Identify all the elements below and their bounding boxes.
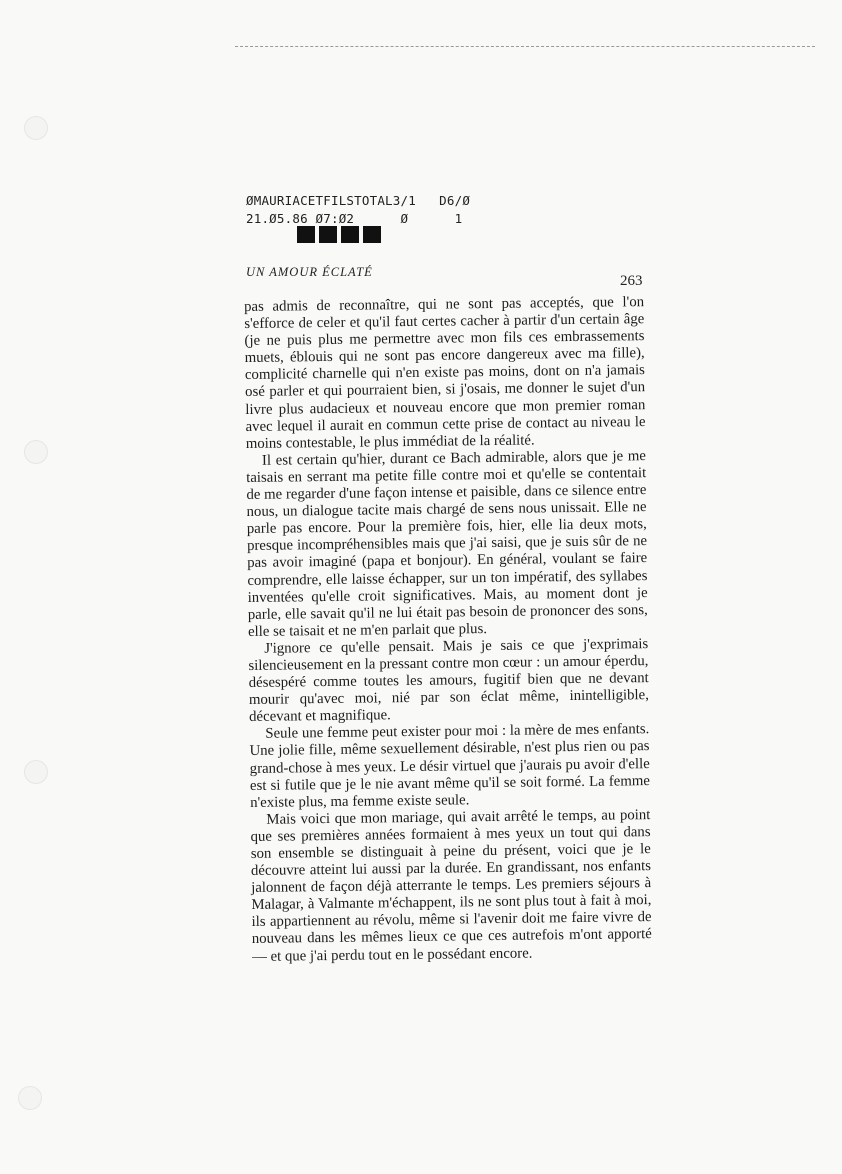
- punch-hole-top: [24, 116, 48, 140]
- top-rule: [235, 46, 815, 47]
- registration-blocks: [297, 226, 381, 243]
- body-text: [244, 294, 652, 965]
- paragraph: Seule une femme peut exister pour moi : la mère de mes enfants. Une jolie fille, même sexuellement désirable, n'est plus rien ou pas grand-chose à mes yeux. Le désir virtuel que j'aurais pu avoir d'elle est si futile que je le nie avant même qu'il se soit formé. La femme n'existe plus, ma femme existe seule.: [249, 721, 651, 811]
- job-header-line-1: ØMAURIACETFILSTOTAL3/1 D6/Ø: [246, 193, 471, 208]
- paragraph: pas admis de reconnaître, qui ne sont pas acceptés, que l'on s'efforce de celer et qu'il faut certes cacher à partir d'un certain âge (je ne puis plus me permettre avec mon fils ces embrassements muets, éblouis qui ne sont pas encore dangereux avec ma fille), complicité charnelle qui n'en existe pas moins, dont on n'a jamais osé parler et qui pourraient bien, si j'osais, me donner le sujet d'un livre plus audacieux et nouveau encore que mon premier roman avec lequel il aurait en commun cette prise de contact au niveau le moins contestable, le plus immédiat de la réalité.: [244, 294, 646, 452]
- running-head: UN AMOUR ÉCLATÉ: [246, 265, 373, 279]
- punch-hole-lower: [24, 760, 48, 784]
- paragraph: Il est certain qu'hier, durant ce Bach admirable, alors que je me taisais en serrant ma petite fille contre moi et qu'elle se contentait de me regarder d'une façon intense et paisible, dans ce silence entre nous, un dialogue tacite mais chargé de sens nous unissait. Elle ne parle pas encore. Pour la première fois, hier, elle lia deux mots, presque incompréhensibles mais que j'ai saisi, que je suis sûr de ne pas avoir imaginé (papa et bonjour). En général, voulant se faire comprendre, elle laisse échapper, sur un ton impératif, des syllabes inventées qu'elle croit significatives. Mais, au moment dont je parle, elle savait qu'il ne lui était pas besoin de prononcer des sons, elle se taisait et ne m'en parlait que plus.: [246, 447, 648, 640]
- registration-block: [341, 226, 359, 243]
- page-number: 263: [620, 273, 643, 289]
- typesetting-job-header: [246, 192, 470, 228]
- paragraph: Mais voici que mon mariage, qui avait arrêté le temps, au point que ses premières années formaient à mes yeux un tout qui dans son ensemble se distinguait à peine du présent, voici que je le découvre atteint lui aussi par la durée. En grandissant, nos enfants jalonnent de façon déjà atterrante le temps. Les premiers séjours à Malagar, à Valmante m'échappent, ils ne sont plus tout à fait à moi, ils appartiennent au révolu, même si l'avenir doit me faire vivre de nouveau dans les mêmes lieux ce que ces autrefois m'ont apporté — et que j'ai perdu tout en le possédant encore.: [250, 806, 652, 965]
- registration-block: [319, 226, 337, 243]
- registration-block: [363, 226, 381, 243]
- job-header-line-2: 21.Ø5.86 Ø7:Ø2 Ø 1: [246, 211, 463, 226]
- paragraph: J'ignore ce qu'elle pensait. Mais je sais ce que j'exprimais silencieusement en la pressant contre mon cœur : un amour éperdu, désespéré comme toutes les amours, fugitif bien que ne devant mourir qu'avec moi, nié par son éclat même, inintelligible, décevant et magnifique.: [248, 635, 649, 726]
- punch-hole-middle: [24, 440, 48, 464]
- registration-block: [297, 226, 315, 243]
- punch-hole-bottom: [18, 1086, 42, 1110]
